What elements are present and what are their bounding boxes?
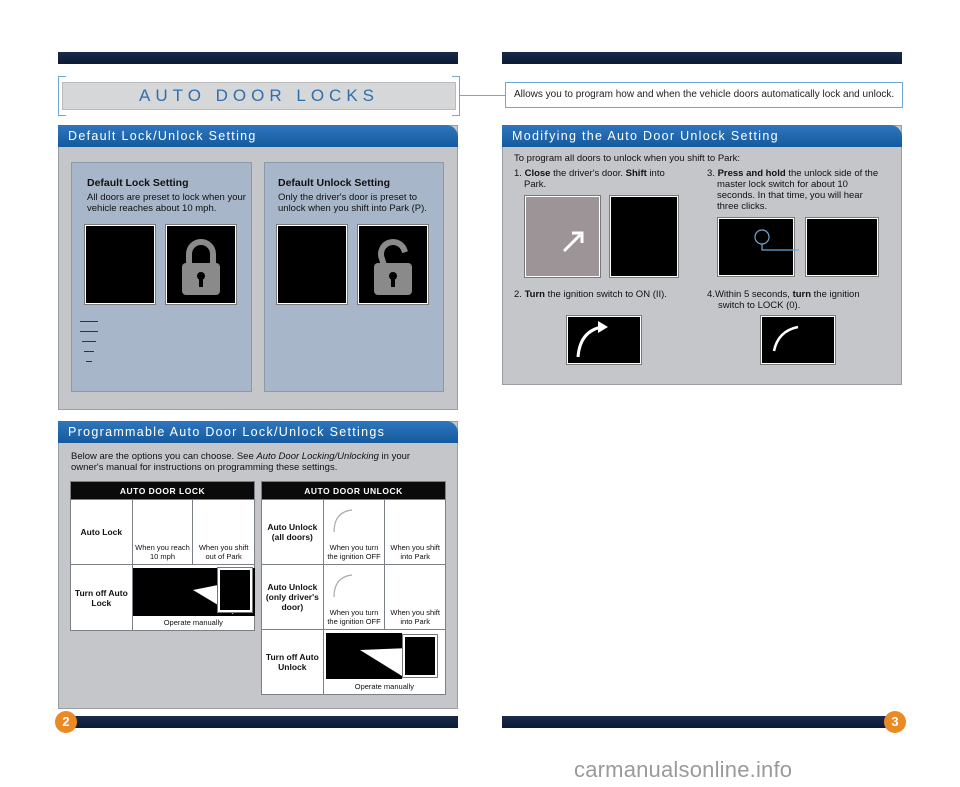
watermark: carmanualsonline.info — [574, 757, 793, 782]
step-4-turn: turn — [792, 289, 812, 300]
bottom-bar-right — [502, 716, 902, 728]
operate-manually-lock-cell — [132, 565, 254, 631]
auto-door-unlock-table — [261, 481, 446, 695]
master-switch-image — [718, 218, 794, 276]
step-3-press-hold: Press and hold — [717, 168, 786, 179]
default-setting-heading: Default Lock/Unlock Setting — [58, 125, 458, 147]
ignition-arc-icon — [330, 506, 356, 534]
ignition-off-driver-caption: When you turn the ignition OFF — [327, 608, 381, 626]
auto-door-lock-table — [70, 481, 255, 631]
shift-into-park-all-cell: When you shift into Park — [385, 500, 446, 565]
page-title: AUTO DOOR LOCKS — [139, 86, 379, 105]
arrow-icon — [560, 227, 590, 257]
step-2-turn: Turn — [524, 289, 545, 300]
intro-text: Allows you to program how and when the vehicle doors automatically lock and unlock. — [505, 82, 903, 108]
step-2-number: 2. — [514, 289, 522, 300]
bottom-bar-left — [58, 716, 458, 728]
step-4-number: 4. — [707, 289, 715, 300]
auto-unlock-driver-label: Auto Unlock (only driver's door) — [262, 565, 324, 630]
step-4 — [707, 289, 887, 311]
default-lock-text: All doors are preset to lock when your vehicle reaches about 10 mph. — [87, 192, 246, 214]
shift-out-of-park-cell: When you shift out of Park — [193, 500, 255, 565]
shift-into-park-driver-cell: When you shift into Park — [385, 565, 446, 630]
page-number-left: 2 — [55, 711, 77, 733]
speedometer-image — [85, 225, 155, 304]
ignition-off-all-cell — [323, 500, 385, 565]
shifter-image — [277, 225, 347, 304]
step-1-shift: Shift — [625, 168, 647, 179]
step-4-text-b: the ignition switch to LOCK (0). — [718, 289, 860, 311]
default-unlock-text: Only the driver's door is preset to unlock when you shift into Park (P). — [278, 192, 427, 214]
switch-closeup-image — [403, 635, 437, 677]
switch-callout-icon — [719, 219, 799, 277]
programmable-heading: Programmable Auto Door Lock/Unlock Settings — [58, 421, 458, 443]
ignition-arc-icon — [330, 571, 356, 599]
auto-unlock-all-label: Auto Unlock (all doors) — [262, 500, 324, 565]
operate-manually-unlock-cell — [323, 630, 445, 695]
step-2-text: the ignition switch to ON (II). — [544, 289, 667, 300]
title-connector-line — [460, 95, 505, 96]
ignition-off-all-caption: When you turn the ignition OFF — [327, 543, 381, 561]
ignition-lock-image — [761, 316, 835, 364]
programmable-intro-end: in your owner's manual for instructions on programming these settings. — [71, 451, 411, 473]
programmable-intro — [71, 451, 431, 473]
step-2 — [514, 289, 694, 300]
programmable-intro-manual-ref: Auto Door Locking/Unlocking — [256, 451, 379, 462]
default-lock-title: Default Lock Setting — [87, 177, 189, 189]
default-unlock-title: Default Unlock Setting — [278, 177, 391, 189]
step-1-text-a: the driver's door. — [550, 168, 626, 179]
switch-closeup-image — [218, 568, 252, 612]
step-1-close: Close — [524, 168, 551, 179]
top-bar-left — [58, 52, 458, 64]
shift-park-image — [610, 196, 678, 277]
step-3-number: 3. — [707, 168, 715, 179]
auto-lock-label: Auto Lock — [71, 500, 133, 565]
turn-off-auto-lock-label: Turn off Auto Lock — [71, 565, 133, 631]
reach-10mph-cell: When you reach 10 mph — [132, 500, 193, 565]
padlock-open-icon — [359, 226, 427, 303]
turn-off-auto-unlock-label: Turn off Auto Unlock — [262, 630, 324, 695]
ignition-off-driver-cell — [323, 565, 385, 630]
rotate-arrow-icon — [762, 317, 834, 363]
ignition-on-image — [567, 316, 641, 364]
step-1-text-b: into Park. — [524, 168, 665, 190]
auto-door-unlock-header: AUTO DOOR UNLOCK — [262, 482, 446, 500]
rotate-arrow-icon — [568, 317, 640, 363]
switch-detail-image — [806, 218, 878, 276]
page-number-right: 3 — [884, 711, 906, 733]
top-bar-right — [502, 52, 902, 64]
step-1-number: 1. — [514, 168, 522, 179]
modifying-lead: To program all doors to unlock when you shift to Park: — [514, 153, 741, 164]
step-3 — [707, 168, 882, 212]
operate-manually-unlock-caption: Operate manually — [354, 682, 414, 691]
step-4-text-a: Within 5 seconds, — [714, 289, 793, 300]
modifying-heading: Modifying the Auto Door Unlock Setting — [502, 125, 902, 147]
step-3-text: the unlock side of the master lock switch for about 10 seconds. In that time, you will hear three clicks. — [717, 168, 879, 212]
decorative-lines — [80, 321, 100, 362]
operate-manually-lock-caption: Operate manually — [163, 618, 223, 627]
programmable-intro-start: Below are the options you can choose. See — [71, 451, 257, 462]
step-1 — [514, 168, 684, 190]
locked-icon-image — [166, 225, 236, 304]
padlock-closed-icon — [167, 226, 235, 303]
auto-door-lock-header: AUTO DOOR LOCK — [71, 482, 255, 500]
door-photo-image — [525, 196, 600, 277]
unlocked-icon-image — [358, 225, 428, 304]
